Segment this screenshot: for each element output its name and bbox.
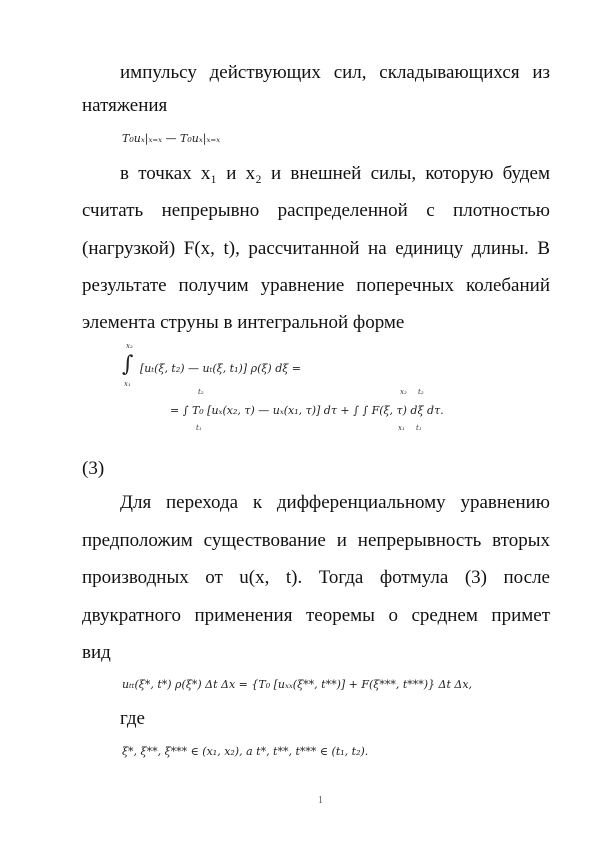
integral-sign: ∫ (122, 352, 134, 377)
equation-number: (3) (82, 458, 105, 479)
paragraph-line: двукратного применения теоремы о среднем примет (82, 605, 550, 626)
equation-where: ξ*, ξ**, ξ*** ∈ (x₁, x₂), a t*, t**, t*** ∈ (t₁, t₂). (122, 745, 369, 758)
limit-upper: t₂ (418, 388, 424, 396)
paragraph-line: натяжения (82, 95, 168, 116)
paragraph-line: импульсу действующих сил, складывающихся из (120, 62, 550, 83)
paragraph-line: элемента струны в интегральной форме (82, 312, 405, 333)
equation-mean-value: uₜₜ(ξ*, t*) ρ(ξ*) Δt Δx = {T₀ [uₓₓ(ξ**, t**)] + F(ξ***, t***)} Δt Δx, (122, 678, 473, 691)
equation-rhs: = ∫ T₀ [uₓ(x₂, τ) — uₓ(x₁, τ)] dτ + ∫ ∫ F(ξ, τ) dξ dτ. (170, 404, 444, 417)
equation-lhs: [uₜ(ξ, t₂) — uₜ(ξ, t₁)] ρ(ξ) dξ = (140, 362, 302, 375)
limit-upper: x₂ (126, 342, 133, 350)
paragraph-line: предположим существование и непрерывность вторых (82, 530, 550, 551)
paragraph-line: результате получим уравнение поперечных колебаний (82, 275, 550, 296)
paragraph-line: (нагрузкой) F(x, t), рассчитанной на единицу длины. В (82, 238, 550, 259)
limit-lower: x₁ (398, 424, 405, 432)
limit-lower: t₁ (196, 424, 202, 432)
page-number: 1 (318, 795, 323, 806)
paragraph-line: вид (82, 642, 111, 663)
equation-tension: T₀uₓ|ₓ₌ₓ — T₀uₓ|ₓ₌ₓ (122, 132, 221, 145)
paragraph-line: где (120, 708, 145, 729)
limit-lower: x₁ (124, 380, 131, 388)
limit-lower: t₁ (416, 424, 422, 432)
paragraph-line: производных от u(x, t). Тогда фотмула (3) после (82, 567, 550, 588)
paragraph-line: Для перехода к дифференциальному уравнению (120, 492, 550, 513)
paragraph-line: в точках x₁ и x₂ и внешней силы, которую будем (120, 163, 550, 184)
paragraph-line: считать непрерывно распределенной с плотностью (82, 200, 550, 221)
limit-upper: t₂ (198, 388, 204, 396)
limit-upper: x₂ (400, 388, 407, 396)
